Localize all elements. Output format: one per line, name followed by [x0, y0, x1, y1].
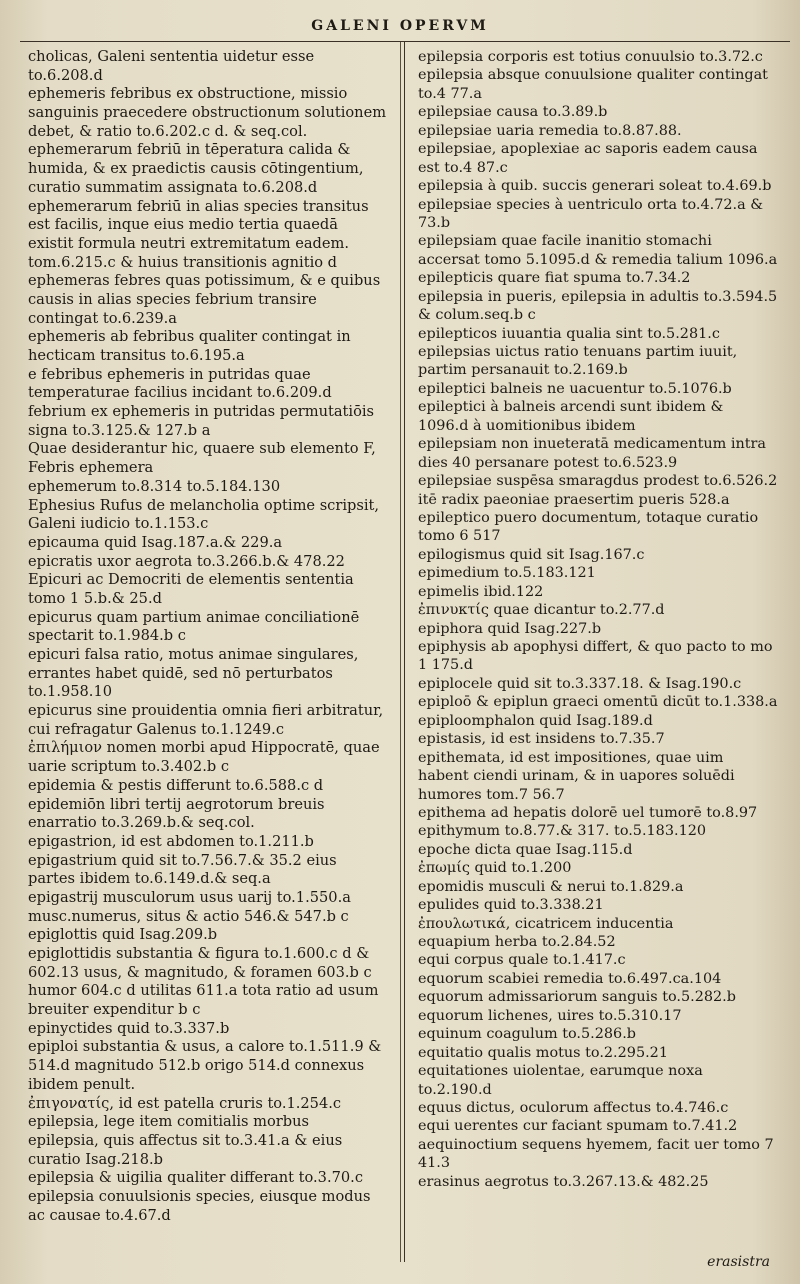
index-entry: ephemerarum febriū in alias species transitus est facilis, inque eius medio tertia quaedā existit formula neutri extremitatum eadem. tom.6.215.c & huius transitionis agnitio d	[28, 197, 369, 271]
index-entry: ἐπιλήμιον nomen morbi apud Hippocratē, quae uarie scriptum to.3.402.b c	[28, 739, 380, 776]
index-entry: epinyctides quid to.3.337.b	[28, 1019, 230, 1037]
index-entry: epilepsiae causa to.3.89.b	[418, 104, 608, 121]
index-entry: epilepsia in pueris, epilepsia in adultis to.3.594.5 & colum.seq.b c	[418, 288, 778, 324]
index-entry: epiploomphalon quid Isag.189.d	[418, 712, 653, 729]
index-entry: epiphysis ab apophysi differt, & quo pacto to mo 1 175.d	[418, 639, 773, 674]
index-entry: equapium herba to.2.84.52	[418, 934, 616, 950]
index-entry: ἐπιγονατίς, id est patella cruris to.1.254.c	[28, 1094, 342, 1112]
index-entry: epicuri falsa ratio, motus animae singulares, errantes habet quidē, sed nō perturbatos to.1.958.10	[28, 646, 359, 701]
index-entry: epilogismus quid sit Isag.167.c	[418, 546, 645, 563]
index-entry: epigastrium quid sit to.7.56.7.& 35.2 eius partes ibidem to.6.149.d.& seq.a	[28, 851, 337, 888]
index-entry: epidemiōn libri tertij aegrotorum breuis enarratio to.3.269.b.& seq.col.	[28, 795, 325, 832]
catchword: erasistra	[707, 1254, 770, 1270]
index-entry: epileptici balneis ne uacuentur to.5.1076.b	[418, 380, 732, 397]
index-entry: epilepsia & uigilia qualiter differant to.3.70.c	[28, 1169, 363, 1187]
index-entry: epiphora quid Isag.227.b	[418, 620, 602, 637]
header-rule	[20, 41, 790, 42]
index-entry: ephemerarum febriū in tēperatura calida & humida, & ex praedictis causis cōtingentium, curatio summatim assignata to.6.208.d	[28, 141, 364, 196]
index-entry: epilepsias uictus ratio tenuans partim iuuit, partim persanauit to.2.169.b	[418, 344, 738, 379]
index-entry: ephemeris ab febribus qualiter contingat in hecticam transitus to.6.195.a	[28, 328, 351, 364]
index-entry: equitationes uiolentae, earumque noxa to.2.190.d	[418, 1063, 703, 1098]
index-entry: equorum lichenes, uires to.5.310.17	[418, 1007, 682, 1024]
index-entry: Epicuri ac Democriti de elementis sententia tomo 1 5.b.& 25.d	[28, 571, 354, 607]
index-entry: e febribus ephemeris in putridas quae temperaturae facilius incidant to.6.209.d	[28, 365, 332, 402]
index-entry: epiploō & epiplun graeci omentū dicūt to.1.338.a	[418, 694, 778, 711]
index-entry: epimelis ibid.122	[418, 583, 544, 600]
index-entry: epiglottis quid Isag.209.b	[28, 926, 218, 944]
index-entry: epulides quid to.3.338.21	[418, 897, 604, 914]
index-entry: equorum scabiei remedia to.6.497.ca.104	[418, 970, 722, 987]
index-entry: equorum admissariorum sanguis to.5.282.b	[418, 989, 736, 1006]
index-entry: epilepsiae species à uentriculo orta to.4.72.a & 73.b	[418, 196, 764, 231]
running-title: GALENI OPERVM	[311, 18, 489, 34]
index-entry: febrium ex ephemeris in putridas permutatiōis signa to.3.125.& 127.b a	[28, 403, 375, 439]
index-entry: epigastrion, id est abdomen to.1.211.b	[28, 832, 314, 850]
index-column-left	[28, 48, 394, 1225]
index-entry: epithymum to.8.77.& 317. to.5.183.120	[418, 823, 707, 840]
index-entry: Quae desiderantur hic, quaere sub elemento F, Febris ephemera	[28, 440, 376, 477]
index-entry: epilepsiae suspēsa smaragdus prodest to.6.526.2 itē radix paeoniae praesertim pueris 528.a	[418, 473, 778, 508]
index-column-right	[418, 48, 778, 1191]
index-entry: epithemata, id est impositiones, quae uim habent ciendi urinam, & in uapores soluēdi humores tom.7 56.7	[418, 749, 735, 803]
index-entry: epileptici à balneis arcendi sunt ibidem & 1096.d à uomitionibus ibidem	[418, 399, 724, 434]
index-entry: Ephesius Rufus de melancholia optime scripsit, Galeni iudicio to.1.153.c	[28, 496, 380, 533]
column-divider	[404, 42, 405, 1262]
column-divider-inner	[400, 42, 401, 1262]
index-entry: erasinus aegrotus to.3.267.13.& 482.25	[418, 1173, 709, 1190]
index-entry: aequinoctium sequens hyemem, facit uer tomo 7 41.3	[418, 1136, 774, 1172]
index-entry: cholicas, Galeni sententia uidetur esse to.6.208.d	[28, 48, 315, 84]
index-entry: epilepsia conuulsionis species, eiusque modus ac causae to.4.67.d	[28, 1187, 371, 1224]
index-entry: epithema ad hepatis dolorē uel tumorē to.8.97	[418, 804, 758, 821]
index-entry: epileptico puero documentum, totaque curatio tomo 6 517	[418, 509, 759, 545]
index-entry: epilepsia corporis est totius conuulsio to.3.72.c	[418, 49, 763, 65]
index-entry: epiglottidis substantia & figura to.1.600.c d & 602.13 usus, & magnitudo, & foramen 603.b c humor 604.c d utilitas 611.a tota ratio ad usum breuiter expenditur b c	[28, 945, 379, 1019]
index-entry: epicratis uxor aegrota to.3.266.b.& 478.22	[28, 552, 345, 570]
index-entry: epilepticos iuuantia qualia sint to.5.281.c	[418, 325, 720, 342]
index-entry: epicauma quid Isag.187.a.& 229.a	[28, 533, 283, 551]
index-entry: epiplocele quid sit to.3.337.18. & Isag.190.c	[418, 675, 742, 692]
index-entry: epilepsiam quae facile inanitio stomachi accersat tomo 5.1095.d & remedia talium 1096.a	[418, 233, 778, 268]
index-entry: epilepsiae uaria remedia to.8.87.88.	[418, 122, 682, 139]
index-entry: ephemerum to.8.314 to.5.184.130	[28, 477, 281, 495]
index-entry: epimedium to.5.183.121	[418, 565, 596, 582]
index-entry: epilepsia absque conuulsione qualiter contingat to.4 77.a	[418, 67, 768, 102]
index-entry: ἐπουλωτικά, cicatricem inducentia	[418, 915, 674, 932]
index-entry: epoche dicta quae Isag.115.d	[418, 841, 633, 858]
index-entry: epomidis musculi & nerui to.1.829.a	[418, 878, 684, 895]
index-entry: ἐπωμίς quid to.1.200	[418, 860, 572, 877]
index-entry: epistasis, id est insidens to.7.35.7	[418, 731, 665, 748]
index-entry: ἐπινυκτίς quae dicantur to.2.77.d	[418, 602, 665, 619]
index-entry: equitatio qualis motus to.2.295.21	[418, 1044, 668, 1061]
index-entry: epigastrij musculorum usus uarij to.1.550.a musc.numerus, situs & actio 546.& 547.b c	[28, 888, 351, 925]
index-entry: epilepticis quare fiat spuma to.7.34.2	[418, 270, 691, 287]
index-entry: epicurus quam partium animae conciliationē spectarit to.1.984.b c	[28, 608, 360, 645]
index-entry: epilepsia, quis affectus sit to.3.41.a & eius curatio Isag.218.b	[28, 1131, 343, 1168]
index-entry: equi uerentes cur faciant spumam to.7.41.2	[418, 1118, 738, 1135]
index-entry: epilepsia, lege item comitialis morbus	[28, 1113, 309, 1131]
index-entry: epicurus sine prouidentia omnia fieri arbitratur, cui refragatur Galenus to.1.1249.c	[28, 702, 384, 738]
index-entry: equi corpus quale to.1.417.c	[418, 952, 626, 969]
index-entry: epiploi substantia & usus, a calore to.1.511.9 & 514.d magnitudo 512.b origo 514.d connexus ibidem penult.	[28, 1038, 382, 1093]
index-entry: equus dictus, oculorum affectus to.4.746.c	[418, 1099, 729, 1116]
index-entry: ephemeras febres quas potissimum, & e quibus causis in alias species febrium transire contingat to.6.239.a	[28, 272, 381, 327]
index-entry: epilepsiam non inueteratā medicamentum intra dies 40 persanare potest to.6.523.9	[418, 436, 767, 471]
index-entry: epidemia & pestis differunt to.6.588.c d	[28, 776, 324, 794]
index-entry: ephemeris febribus ex obstructione, missio sanguinis praecedere obstructionum solutionem debet, & ratio to.6.202.c d. & seq.col.	[28, 85, 387, 140]
index-entry: epilepsiae, apoplexiae ac saporis eadem causa est to.4 87.c	[418, 141, 758, 176]
index-entry: equinum coagulum to.5.286.b	[418, 1026, 636, 1043]
index-entry: epilepsia à quib. succis generari soleat to.4.69.b	[418, 178, 772, 195]
